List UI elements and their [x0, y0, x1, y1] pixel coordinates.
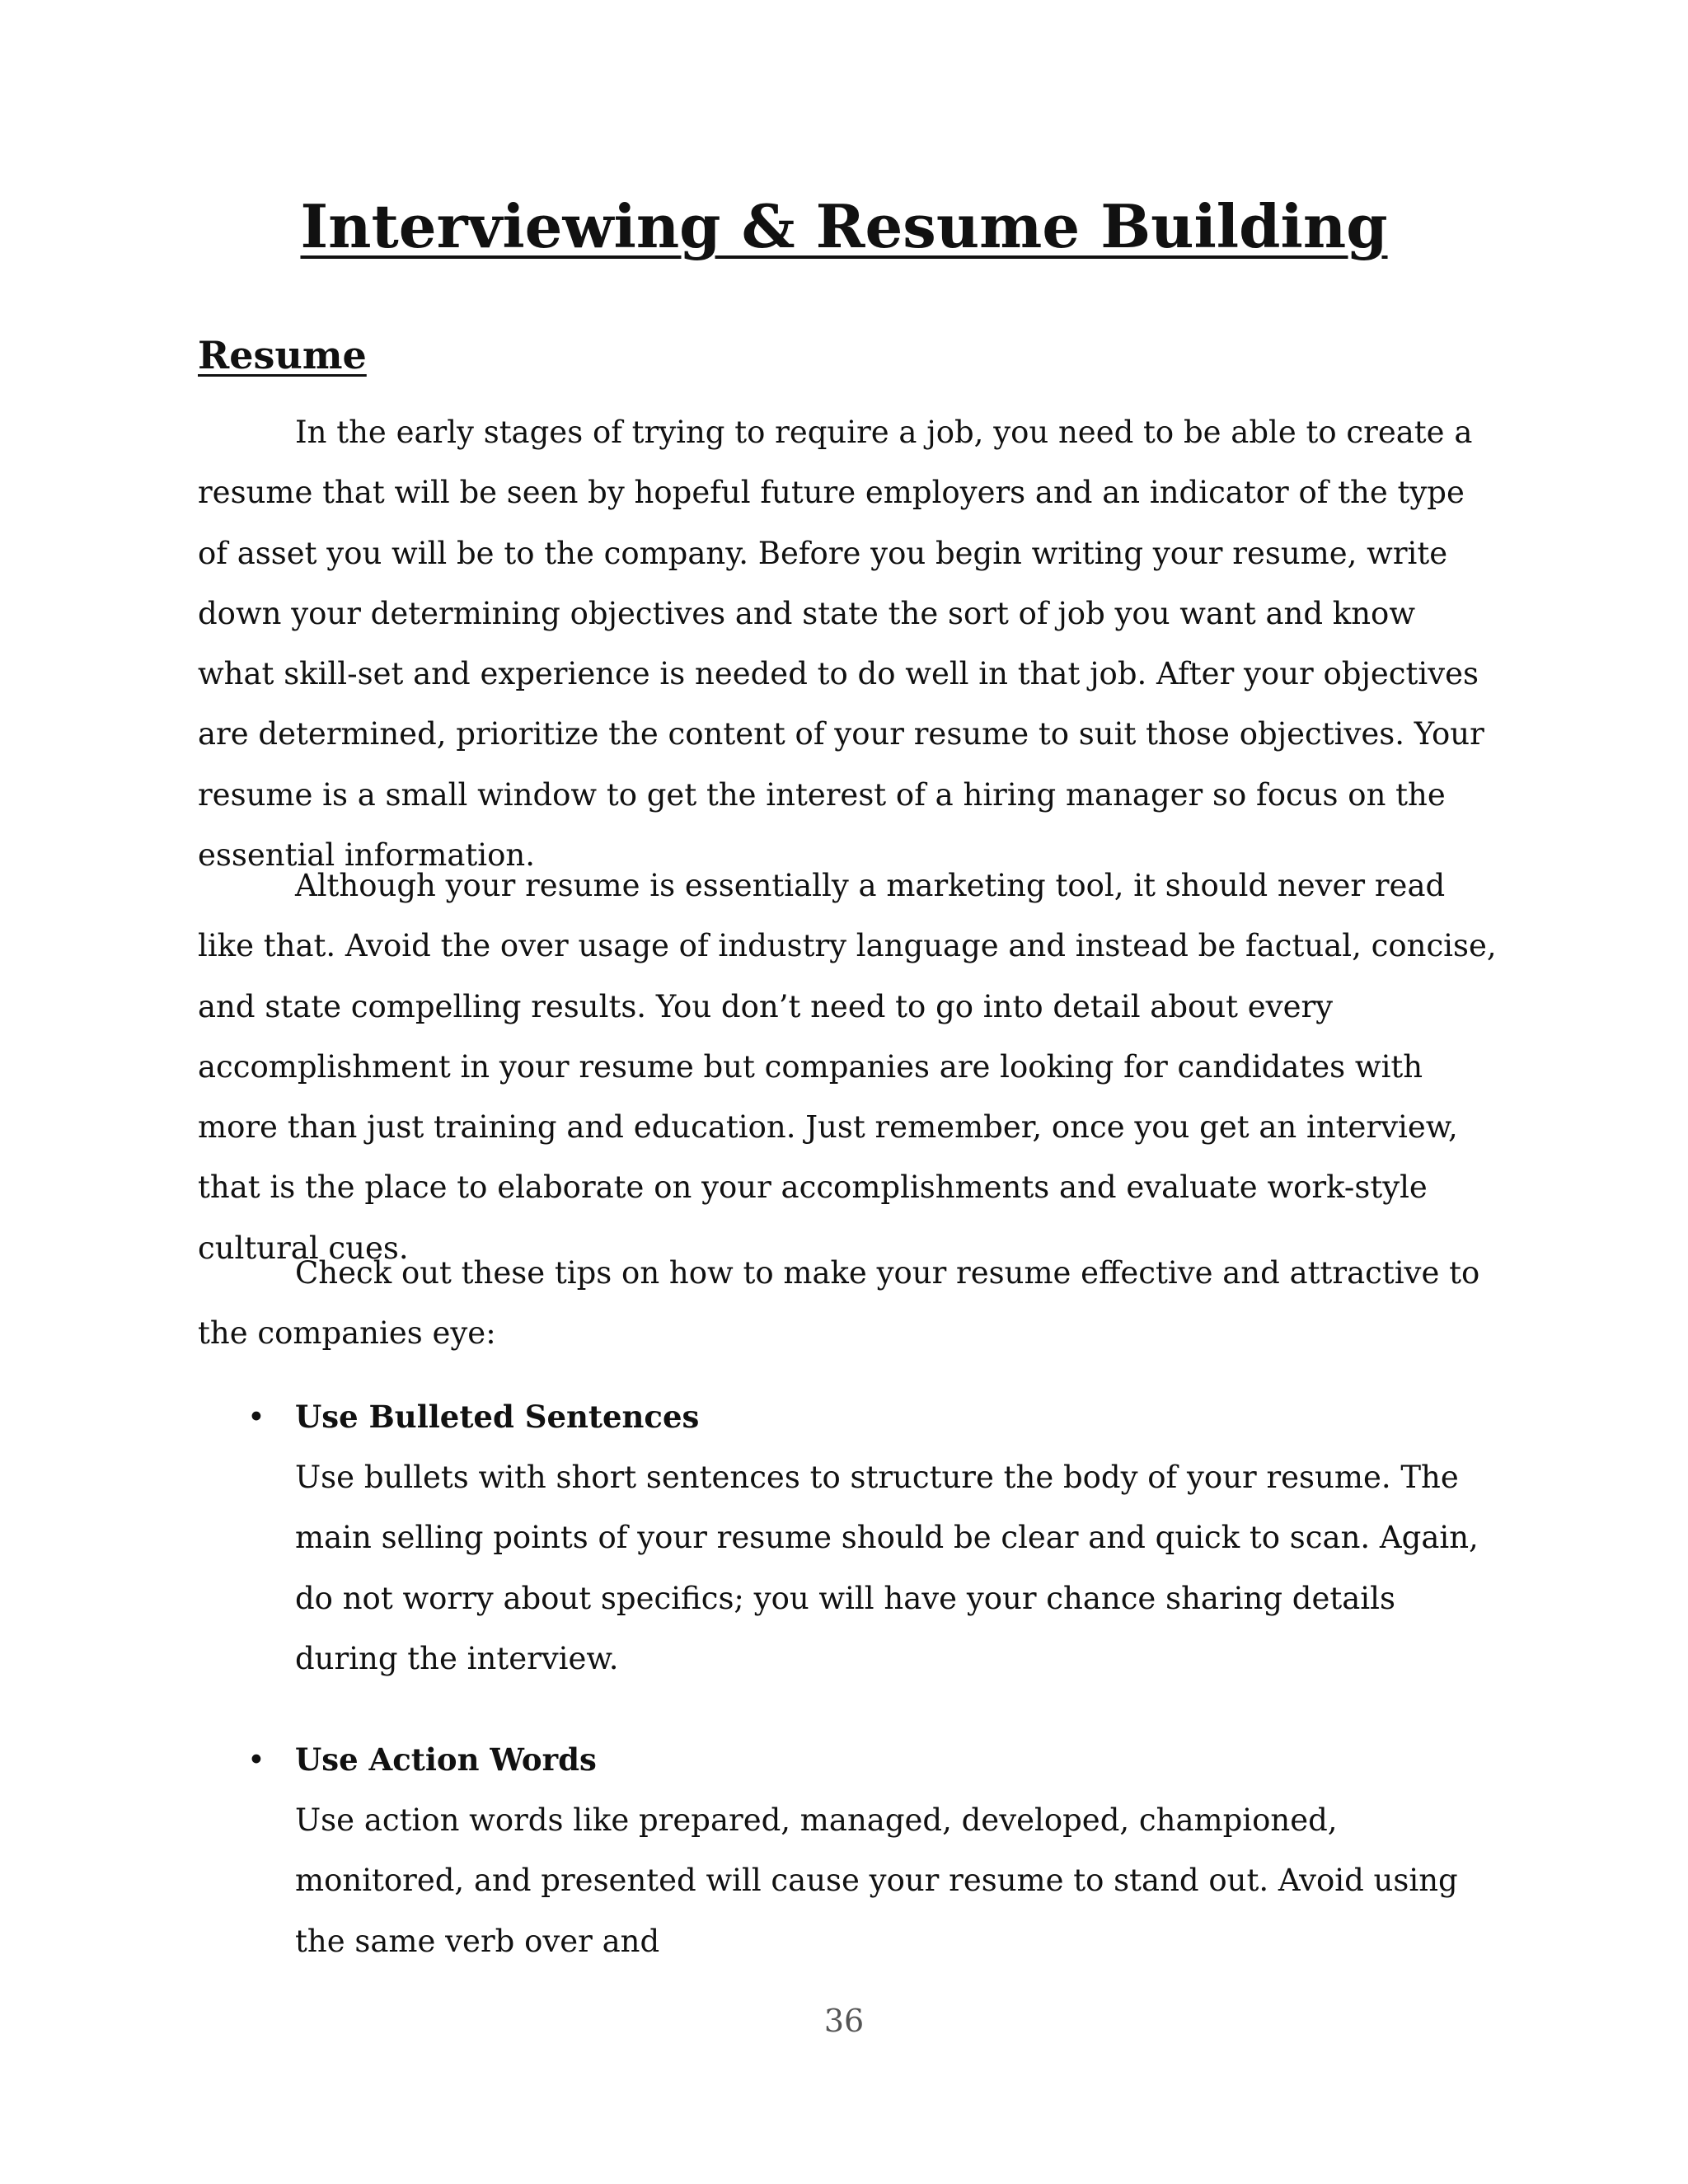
page-number: 36	[823, 2003, 865, 2039]
section-heading-resume: Resume	[198, 333, 367, 377]
bullet-heading: Use Action Words	[295, 1741, 597, 1778]
paragraph-intro: In the early stages of trying to require a job, you need to be able to create a resume that will be seen by hopeful future employers and an indicator of the type of asset you will be to the company. Before you begin writing your resume, write down your determining objectives and state the sort of job you want and know what skill-set and experience is needed to do well in that job. After your objectives are determined, prioritize the content of your resume to suit those objectives. Your resume is a small window to get the interest of a hiring manager so focus on the essential information.	[198, 415, 1484, 874]
bullet-text: Use action words like prepared, managed, developed, championed, monitored, and presented will cause your resume to stand out. Avoid using the same verb over and	[295, 1802, 1458, 1959]
paragraph-marketing-tool: Although your resume is essentially a marketing tool, it should never read like that. Avoid the over usage of industry language and instead be factual, concise, and state compelling results. You don’t need to go into detail about every accomplishment in your resume but companies are looking for candidates with more than just training and education. Just remember, once you get an interview, that is the place to elaborate on your accomplishments and evaluate work-style cultural cues.	[198, 868, 1497, 1266]
bullet-marker-icon: •	[247, 1399, 265, 1435]
bullet-heading: Use Bulleted Sentences	[295, 1399, 700, 1435]
paragraph-tips-intro: Check out these tips on how to make your resume effective and attractive to the companies eye:	[198, 1255, 1480, 1352]
bullet-marker-icon: •	[247, 1742, 265, 1778]
bullet-text: Use bullets with short sentences to structure the body of your resume. The main selling points of your resume should be clear and quick to scan. Again, do not worry about specifics; you will have your chance sharing details during the interview.	[295, 1460, 1479, 1676]
page-title: Interviewing & Resume Building	[300, 191, 1388, 261]
